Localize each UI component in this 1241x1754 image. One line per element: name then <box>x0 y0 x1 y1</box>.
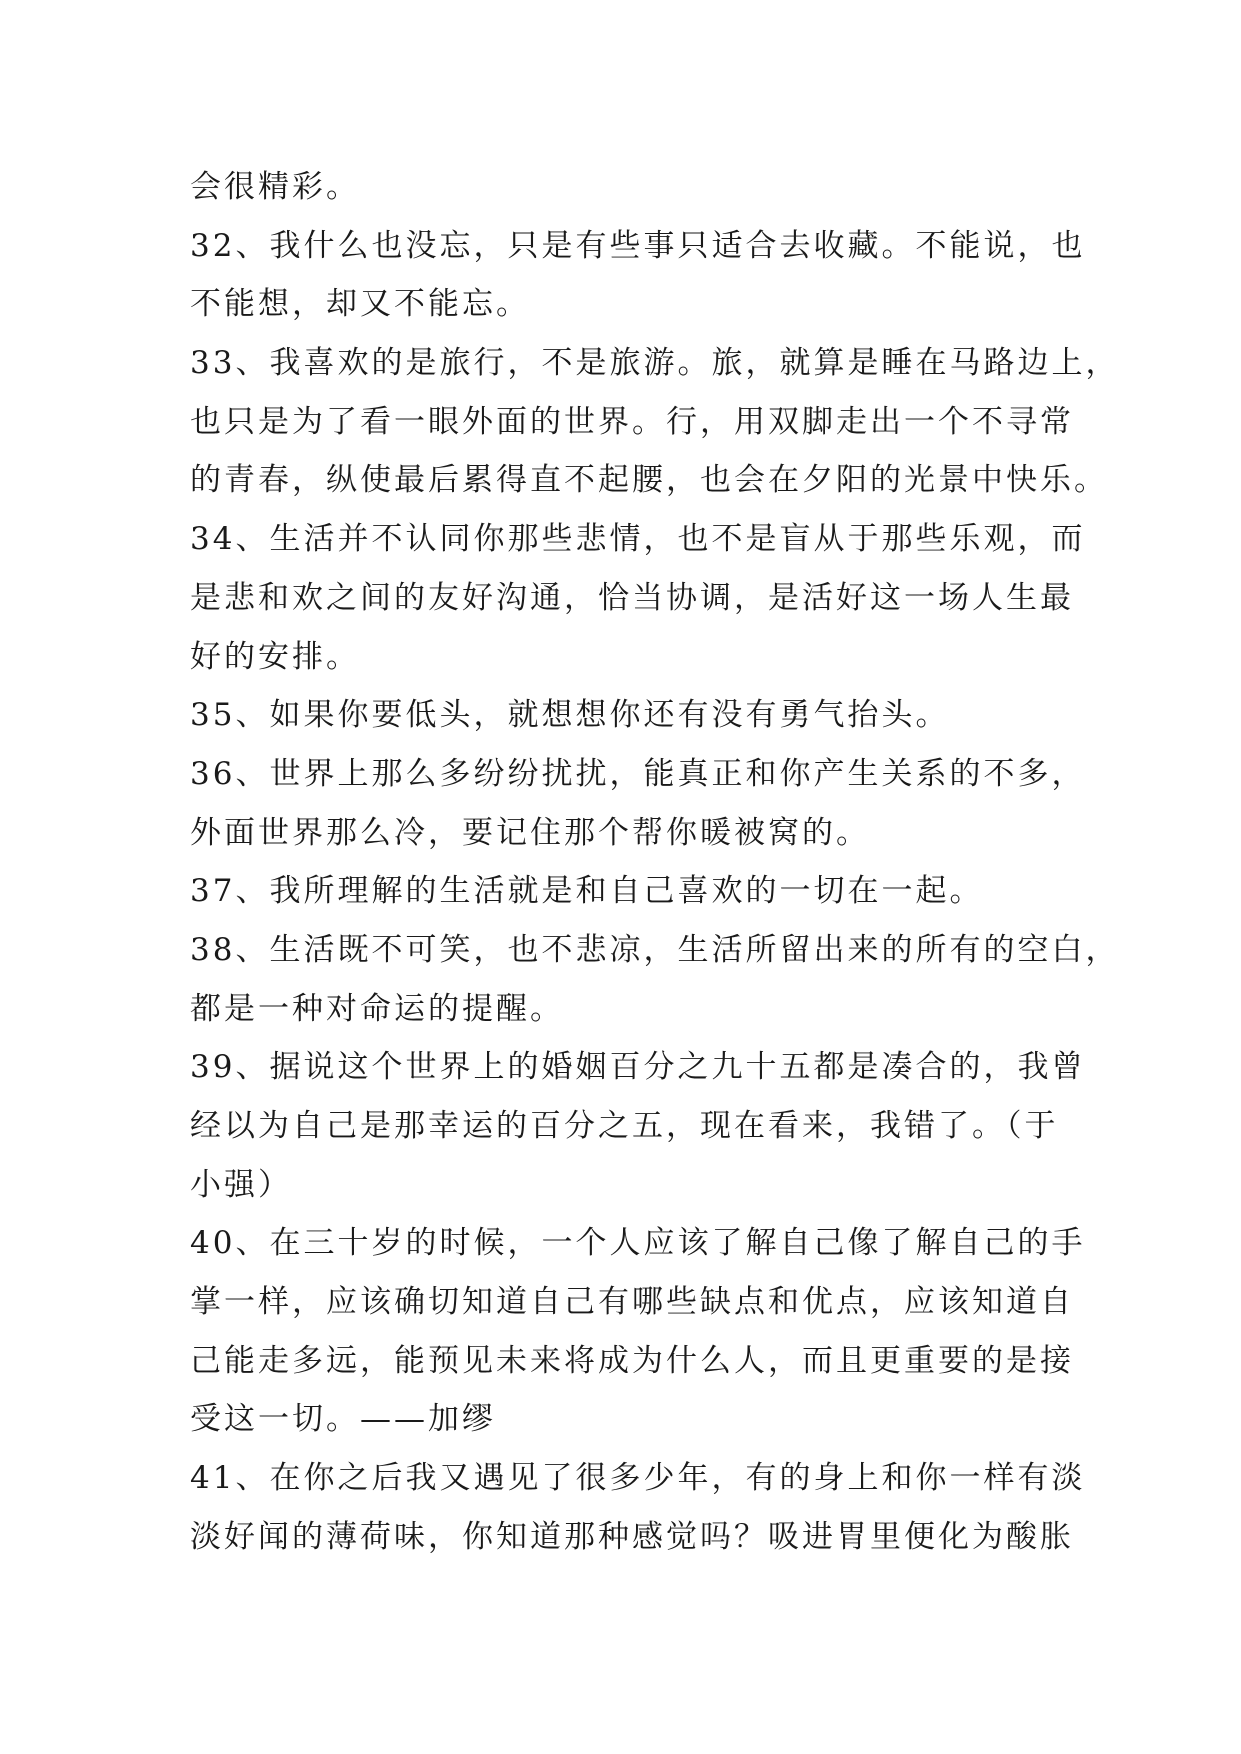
text-line: 掌一样，应该确切知道自己有哪些缺点和优点，应该知道自 <box>190 1284 1074 1321</box>
text-line: 淡好闻的薄荷味，你知道那种感觉吗？吸进胃里便化为酸胀 <box>190 1518 1074 1555</box>
text-line: 好的安排。 <box>190 638 360 675</box>
text-line: 39、据说这个世界上的婚姻百分之九十五都是凑合的，我曾 <box>190 1049 1086 1086</box>
text-line: 35、如果你要低头，就想想你还有没有勇气抬头。 <box>190 697 950 734</box>
text-line: 是悲和欢之间的友好沟通，恰当协调，是活好这一场人生最 <box>190 579 1074 616</box>
text-line: 34、生活并不认同你那些悲情，也不是盲从于那些乐观，而 <box>190 521 1086 558</box>
text-line: 33、我喜欢的是旅行，不是旅游。旅，就算是睡在马路边上， <box>190 345 1120 382</box>
text-line: 36、世界上那么多纷纷扰扰，能真正和你产生关系的不多， <box>190 755 1086 792</box>
text-line: 32、我什么也没忘，只是有些事只适合去收藏。不能说，也 <box>190 227 1086 264</box>
text-line: 38、生活既不可笑，也不悲凉，生活所留出来的所有的空白， <box>190 931 1120 968</box>
body-text <box>190 158 1120 1567</box>
text-line: 37、我所理解的生活就是和自己喜欢的一切在一起。 <box>190 873 984 910</box>
text-line: 受这一切。——加缪 <box>190 1401 496 1438</box>
text-line: 经以为自己是那幸运的百分之五，现在看来，我错了。（于 <box>190 1108 1059 1144</box>
text-line: 己能走多远，能预见未来将成为什么人，而且更重要的是接 <box>190 1342 1074 1379</box>
text-line: 都是一种对命运的提醒。 <box>190 990 564 1027</box>
text-line: 也只是为了看一眼外面的世界。行，用双脚走出一个不寻常 <box>190 403 1074 440</box>
text-line: 不能想，却又不能忘。 <box>190 286 530 323</box>
text-line: 外面世界那么冷，要记住那个帮你暖被窝的。 <box>190 814 870 851</box>
text-line: 40、在三十岁的时候，一个人应该了解自己像了解自己的手 <box>190 1225 1086 1262</box>
text-line: 会很精彩。 <box>190 169 360 205</box>
text-line: 的青春，纵使最后累得直不起腰，也会在夕阳的光景中快乐。 <box>190 462 1108 499</box>
text-line: 41、在你之后我又遇见了很多少年，有的身上和你一样有淡 <box>190 1460 1086 1497</box>
text-line: 小强） <box>190 1166 292 1203</box>
